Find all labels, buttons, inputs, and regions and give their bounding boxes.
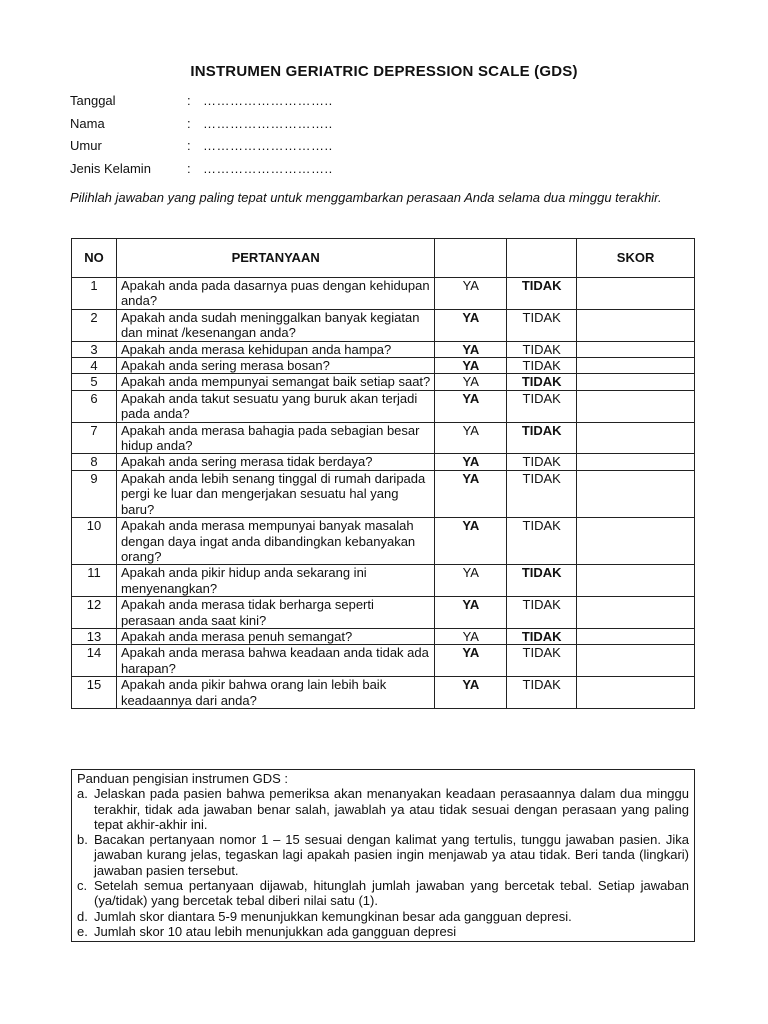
table-row [72, 565, 695, 597]
answer-ya[interactable]: YA [435, 454, 507, 470]
score-cell[interactable] [577, 677, 695, 709]
score-cell[interactable] [577, 628, 695, 644]
question-number: 8 [72, 454, 117, 470]
identity-label: Jenis Kelamin [70, 160, 151, 176]
score-cell[interactable] [577, 341, 695, 357]
score-cell[interactable] [577, 309, 695, 341]
answer-ya[interactable]: YA [435, 390, 507, 422]
identity-colon: : [187, 160, 191, 176]
identity-row-jenis-kelamin [70, 161, 333, 184]
answer-tidak[interactable]: TIDAK [507, 422, 577, 454]
guide-text: Bacakan pertanyaan nomor 1 – 15 sesuai dengan kalimat yang tertulis, tunggu jawaban pasien. Jika jawaban kurang jelas, tegaskan lagi apakah pasien ingin menjawab ya atau tidak. Beri tanda (lingkari) jawaban pasien tersebut. [94, 832, 689, 878]
question-text: Apakah anda merasa kehidupan anda hampa? [116, 341, 434, 357]
question-text: Apakah anda sudah meninggalkan banyak kegiatan dan minat /kesenangan anda? [116, 309, 434, 341]
header-score: SKOR [577, 239, 695, 278]
answer-tidak[interactable]: TIDAK [507, 470, 577, 517]
score-cell[interactable] [577, 390, 695, 422]
answer-tidak[interactable]: TIDAK [507, 358, 577, 374]
header-ya [435, 239, 507, 278]
answer-tidak[interactable]: TIDAK [507, 565, 577, 597]
question-text: Apakah anda takut sesuatu yang buruk akan terjadi pada anda? [116, 390, 434, 422]
score-cell[interactable] [577, 645, 695, 677]
question-number: 5 [72, 374, 117, 390]
guide-letter: a. [77, 786, 88, 802]
answer-ya[interactable]: YA [435, 677, 507, 709]
question-number: 15 [72, 677, 117, 709]
question-number: 2 [72, 309, 117, 341]
question-text: Apakah anda pikir bahwa orang lain lebih baik keadaannya dari anda? [116, 677, 434, 709]
answer-ya[interactable]: YA [435, 374, 507, 390]
question-number: 7 [72, 422, 117, 454]
answer-tidak[interactable]: TIDAK [507, 341, 577, 357]
header-no: NO [72, 239, 117, 278]
identity-row-tanggal [70, 93, 333, 116]
answer-ya[interactable]: YA [435, 470, 507, 517]
answer-tidak[interactable]: TIDAK [507, 278, 577, 310]
answer-ya[interactable]: YA [435, 341, 507, 357]
question-number: 3 [72, 341, 117, 357]
answer-tidak[interactable]: TIDAK [507, 677, 577, 709]
identity-row-umur [70, 138, 333, 161]
score-cell[interactable] [577, 470, 695, 517]
question-text: Apakah anda sering merasa tidak berdaya? [116, 454, 434, 470]
identity-blank: ……………………….. [203, 115, 333, 131]
answer-ya[interactable]: YA [435, 309, 507, 341]
identity-label: Umur [70, 138, 102, 153]
answer-tidak[interactable]: TIDAK [507, 628, 577, 644]
guide-letter: b. [77, 832, 88, 848]
instruction-text: Pilihlah jawaban yang paling tepat untuk menggambarkan perasaan Anda selama dua minggu terakhir. [70, 190, 662, 205]
guide-text: Jumlah skor diantara 5-9 menunjukkan kemungkinan besar ada gangguan depresi. [94, 908, 572, 924]
score-cell[interactable] [577, 422, 695, 454]
guide-letter: e. [77, 923, 88, 939]
question-number: 13 [72, 628, 117, 644]
table-row [72, 645, 695, 677]
table-row [72, 454, 695, 470]
identity-blank: ……………………….. [203, 160, 333, 176]
guide-letter: c. [77, 878, 88, 894]
table-row [72, 278, 695, 310]
answer-ya[interactable]: YA [435, 628, 507, 644]
table-row [72, 628, 695, 644]
identity-label: Tanggal [70, 93, 116, 108]
question-text: Apakah anda merasa mempunyai banyak masalah dengan daya ingat anda dibandingkan kebanyakan orang? [116, 518, 434, 565]
score-cell[interactable] [577, 454, 695, 470]
table-row [72, 518, 695, 565]
question-text: Apakah anda pikir hidup anda sekarang ini menyenangkan? [116, 565, 434, 597]
identity-blank: ……………………….. [203, 138, 333, 153]
guide-item-d [77, 909, 689, 924]
score-cell[interactable] [577, 278, 695, 310]
header-question: PERTANYAAN [116, 239, 434, 278]
question-text: Apakah anda pada dasarnya puas dengan kehidupan anda? [116, 278, 434, 310]
answer-ya[interactable]: YA [435, 565, 507, 597]
guide-box [71, 769, 695, 942]
answer-tidak[interactable]: TIDAK [507, 454, 577, 470]
table-row [72, 422, 695, 454]
guide-text: Jelaskan pada pasien bahwa pemeriksa akan menanyakan keadaan perasaannya dalam dua minggu terakhir, tidak ada jawaban benar salah, jawablah ya atau tidak sesuai dengan perasaan yang paling tepat akhir-akhir ini. [94, 786, 689, 832]
guide-item-c [77, 878, 689, 909]
question-text: Apakah anda lebih senang tinggal di rumah daripada pergi ke luar dan mengerjakan sesuatu hal yang baru? [116, 470, 434, 517]
question-text: Apakah anda merasa tidak berharga seperti perasaan anda saat kini? [116, 597, 434, 629]
question-text: Apakah anda mempunyai semangat baik setiap saat? [116, 374, 434, 390]
answer-ya[interactable]: YA [435, 518, 507, 565]
answer-ya[interactable]: YA [435, 278, 507, 310]
table-row [72, 374, 695, 390]
identity-row-nama [70, 116, 333, 139]
answer-tidak[interactable]: TIDAK [507, 309, 577, 341]
question-number: 4 [72, 358, 117, 374]
question-text: Apakah anda merasa bahagia pada sebagian besar hidup anda? [116, 422, 434, 454]
identity-colon: : [187, 93, 191, 108]
guide-item-e [77, 924, 689, 939]
score-cell[interactable] [577, 518, 695, 565]
answer-tidak[interactable]: TIDAK [507, 645, 577, 677]
table-row [72, 309, 695, 341]
identity-colon: : [187, 115, 191, 131]
question-text: Apakah anda sering merasa bosan? [116, 358, 434, 374]
answer-ya[interactable]: YA [435, 597, 507, 629]
answer-ya[interactable]: YA [435, 422, 507, 454]
answer-tidak[interactable]: TIDAK [507, 518, 577, 565]
guide-item-b [77, 832, 689, 878]
question-number: 6 [72, 390, 117, 422]
identity-label: Nama [70, 115, 105, 131]
question-number: 11 [72, 565, 117, 597]
identity-colon: : [187, 138, 191, 153]
question-number: 14 [72, 645, 117, 677]
identity-fields [70, 93, 333, 183]
answer-tidak[interactable]: TIDAK [507, 390, 577, 422]
guide-text: Setelah semua pertanyaan dijawab, hitunglah jumlah jawaban yang bercetak tebal. Setiap jawaban (ya/tidak) yang bercetak tebal diberi nilai satu (1). [94, 878, 689, 909]
guide-text: Jumlah skor 10 atau lebih menunjukkan ada gangguan depresi [94, 923, 457, 939]
question-text: Apakah anda merasa penuh semangat? [116, 628, 434, 644]
page-title: INSTRUMEN GERIATRIC DEPRESSION SCALE (GDS) [190, 63, 578, 80]
question-number: 9 [72, 470, 117, 517]
score-cell[interactable] [577, 358, 695, 374]
table-body [72, 278, 695, 709]
question-number: 12 [72, 597, 117, 629]
score-cell[interactable] [577, 565, 695, 597]
table-row [72, 341, 695, 357]
guide-item-a [77, 786, 689, 832]
table-row [72, 390, 695, 422]
answer-ya[interactable]: YA [435, 645, 507, 677]
table-header-row [72, 239, 695, 278]
score-cell[interactable] [577, 374, 695, 390]
header-tidak [507, 239, 577, 278]
score-cell[interactable] [577, 597, 695, 629]
table-row [72, 470, 695, 517]
gds-table [71, 238, 695, 709]
question-number: 1 [72, 278, 117, 310]
answer-tidak[interactable]: TIDAK [507, 374, 577, 390]
table-row [72, 677, 695, 709]
answer-tidak[interactable]: TIDAK [507, 597, 577, 629]
table-row [72, 358, 695, 374]
question-number: 10 [72, 518, 117, 565]
answer-ya[interactable]: YA [435, 358, 507, 374]
question-text: Apakah anda merasa bahwa keadaan anda tidak ada harapan? [116, 645, 434, 677]
identity-blank: ……………………….. [203, 93, 333, 108]
guide-letter: d. [77, 908, 88, 924]
table-row [72, 597, 695, 629]
guide-title: Panduan pengisian instrumen GDS : [77, 771, 289, 786]
